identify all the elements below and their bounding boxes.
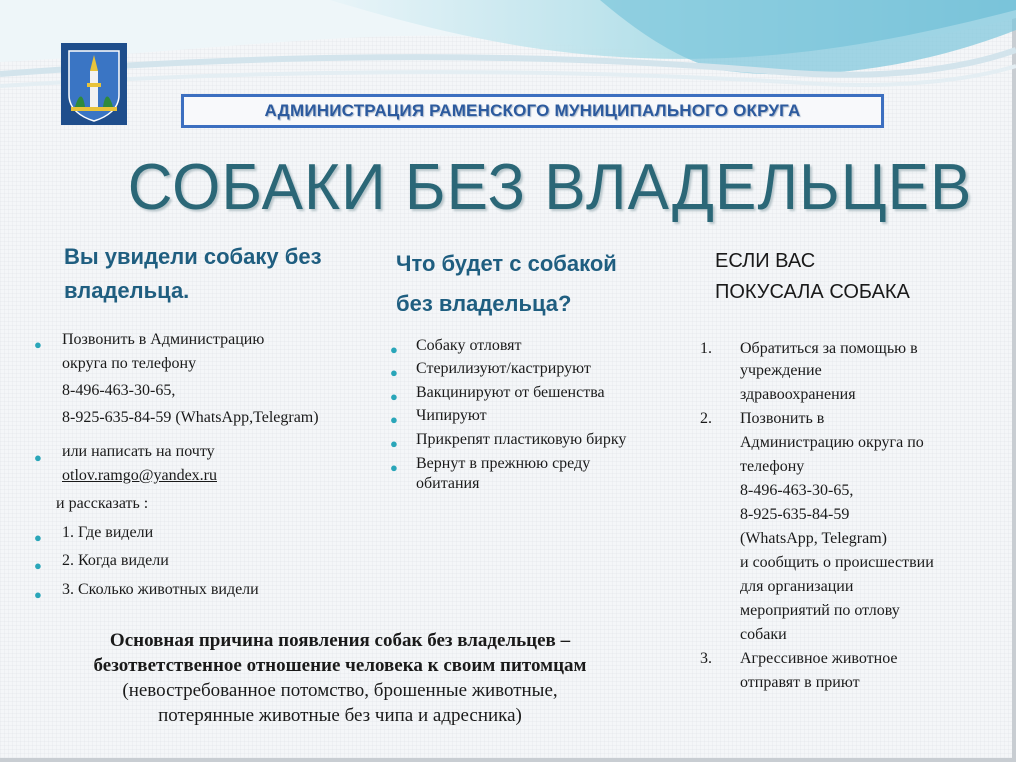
bullet-icon: ● — [34, 530, 42, 545]
page-title: СОБАКИ БЕЗ ВЛАДЕЛЬЦЕВ — [127, 151, 973, 224]
list-item: Администрацию округа по — [740, 434, 924, 451]
bullet-icon: ● — [390, 460, 398, 475]
list-item: отправят в приют — [740, 674, 860, 691]
bullet-icon: ● — [390, 389, 398, 404]
bullet-icon: ● — [390, 412, 398, 427]
footer-line: потерянные животные без чипа и адресника) — [158, 705, 522, 726]
list-item: телефону — [740, 458, 805, 475]
list-item: Прикрепят пластиковую бирку — [416, 431, 627, 448]
column1-heading: Вы увидели собаку без владельца. — [64, 244, 322, 303]
list-item: собаки — [740, 626, 787, 643]
bullet-icon: ● — [390, 342, 398, 357]
phone-number: 8-925-635-84-59 — [740, 506, 850, 523]
column2-heading: Что будет с собакой без владельца? — [396, 251, 617, 316]
column3-heading: ЕСЛИ ВАС ПОКУСАЛА СОБАКА — [715, 250, 910, 303]
phone-number: 8-496-463-30-65, — [740, 482, 854, 499]
list-item: Обратиться за помощью в — [740, 340, 918, 357]
phone-number: 8-925-635-84-59 (WhatsApp,Telegram) — [62, 409, 319, 426]
list-item: Вернут в прежнюю среду — [416, 455, 591, 472]
list-item: 1. Где видели — [62, 524, 154, 541]
list-item: Вакцинируют от бешенства — [416, 384, 605, 401]
list-item: Позвонить в Администрацию — [62, 331, 265, 348]
list-item: 2. Когда видели — [62, 552, 169, 569]
list-number: 1. — [700, 340, 712, 357]
email-link[interactable]: otlov.ramgo@yandex.ru — [62, 467, 217, 484]
list-item: округа по телефону — [62, 355, 197, 372]
list-item: Позвонить в — [740, 410, 825, 427]
footer-line: безответственное отношение человека к своим питомцам — [93, 655, 587, 676]
list-item: Стерилизуют/кастрируют — [416, 360, 591, 377]
list-item: (WhatsApp, Telegram) — [740, 530, 887, 547]
list-item: Собаку отловят — [416, 337, 522, 354]
bullet-icon: ● — [34, 558, 42, 573]
bullet-icon: ● — [390, 436, 398, 451]
list-number: 2. — [700, 410, 712, 427]
footer-line: (невостребованное потомство, брошенные животные, — [122, 680, 558, 701]
list-item: и рассказать : — [56, 495, 149, 512]
list-item: учреждение — [740, 362, 822, 379]
bullet-icon: ● — [34, 450, 42, 465]
list-item: 3. Сколько животных видели — [62, 581, 259, 598]
footer-note — [30, 628, 650, 728]
list-item: для организации — [740, 578, 854, 595]
footer-line: Основная причина появления собак без владельцев – — [109, 630, 571, 651]
list-item: обитания — [416, 475, 480, 492]
phone-number: 8-496-463-30-65, — [62, 382, 176, 399]
list-item: или написать на почту — [62, 443, 215, 460]
bullet-icon: ● — [34, 587, 42, 602]
bullet-icon: ● — [34, 337, 42, 352]
list-item: Агрессивное животное — [740, 650, 898, 667]
list-item: здравоохранения — [740, 386, 856, 403]
organization-name: АДМИНИСТРАЦИЯ РАМЕНСКОГО МУНИЦИПАЛЬНОГО ОКРУГА — [264, 101, 801, 120]
list-number: 3. — [700, 650, 712, 667]
list-item: мероприятий по отлову — [740, 602, 900, 619]
list-item: и сообщить о происшествии — [740, 554, 934, 571]
list-item: Чипируют — [416, 407, 487, 424]
bullet-icon: ● — [390, 365, 398, 380]
